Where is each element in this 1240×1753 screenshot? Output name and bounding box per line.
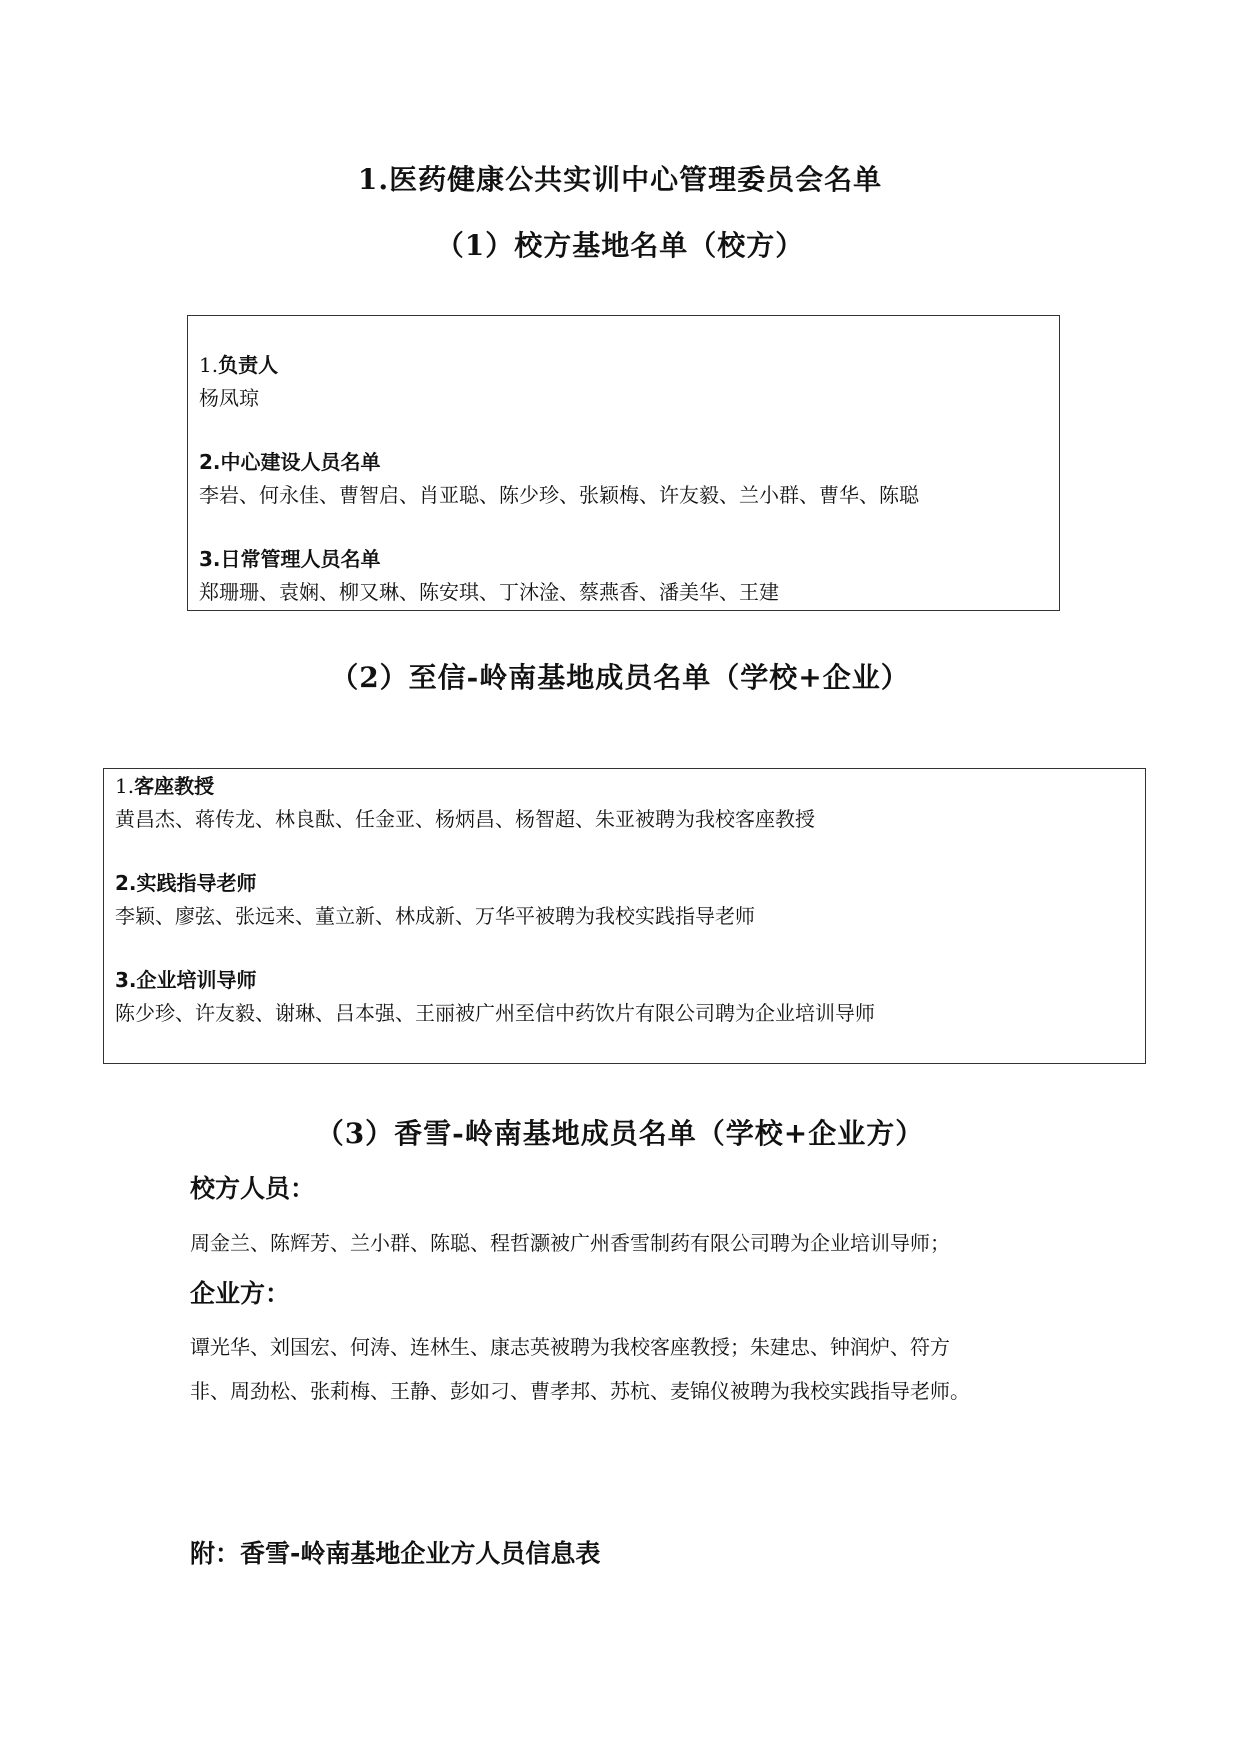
- section2-heading: （2）至信-岭南基地成员名单（学校+企业）: [330, 661, 910, 694]
- section1-heading: （1）校方基地名单（校方）: [435, 229, 805, 262]
- leader-title: 负责人: [218, 353, 279, 377]
- managers-label: 3.日常管理人员名单: [199, 547, 381, 571]
- builders-names: 李岩、何永佳、曹智启、肖亚聪、陈少珍、张颖梅、许友毅、兰小群、曹华、陈聪: [199, 483, 919, 507]
- guest-prof-label: [115, 772, 214, 800]
- page-title: 1.医药健康公共实训中心管理委员会名单: [357, 163, 883, 196]
- practice-label: 2.实践指导老师: [115, 871, 257, 895]
- guest-prof-names: 黄昌杰、蒋传龙、林良酞、任金亚、杨炳昌、杨智超、朱亚被聘为我校客座教授: [115, 807, 815, 831]
- section1-box: [187, 315, 1060, 611]
- appendix-heading: 附：香雪-岭南基地企业方人员信息表: [190, 1539, 601, 1568]
- section3-heading: （3）香雪-岭南基地成员名单（学校+企业方）: [315, 1117, 925, 1150]
- company-staff-text-line1: 谭光华、刘国宏、何涛、连林生、康志英被聘为我校客座教授；朱建忠、钟润炉、符方: [190, 1335, 950, 1359]
- managers-names: 郑珊珊、袁娴、柳又琳、陈安琪、丁沐淦、蔡燕香、潘美华、王建: [199, 580, 779, 604]
- trainers-label: 3.企业培训导师: [115, 968, 257, 992]
- practice-names: 李颖、廖弦、张远来、董立新、林成新、万华平被聘为我校实践指导老师: [115, 904, 755, 928]
- company-staff-label: 企业方：: [190, 1279, 291, 1308]
- leader-names: 杨凤琼: [199, 386, 259, 410]
- guest-prof-title: 客座教授: [134, 774, 215, 798]
- school-staff-label: 校方人员：: [190, 1174, 316, 1203]
- company-staff-text-line2: 非、周劲松、张莉梅、王静、彭如刁、曹孝邦、苏杭、麦锦仪被聘为我校实践指导老师。: [190, 1379, 970, 1403]
- leader-number: 1.: [199, 353, 219, 377]
- builders-label: 2.中心建设人员名单: [199, 450, 381, 474]
- school-staff-text: 周金兰、陈辉芳、兰小群、陈聪、程哲灏被广州香雪制药有限公司聘为企业培训导师；: [190, 1231, 950, 1255]
- section2-box: [103, 768, 1146, 1064]
- leader-label: [199, 351, 278, 379]
- guest-prof-number: 1.: [115, 774, 135, 798]
- trainers-names: 陈少珍、许友毅、谢琳、吕本强、王丽被广州至信中药饮片有限公司聘为企业培训导师: [115, 1001, 875, 1025]
